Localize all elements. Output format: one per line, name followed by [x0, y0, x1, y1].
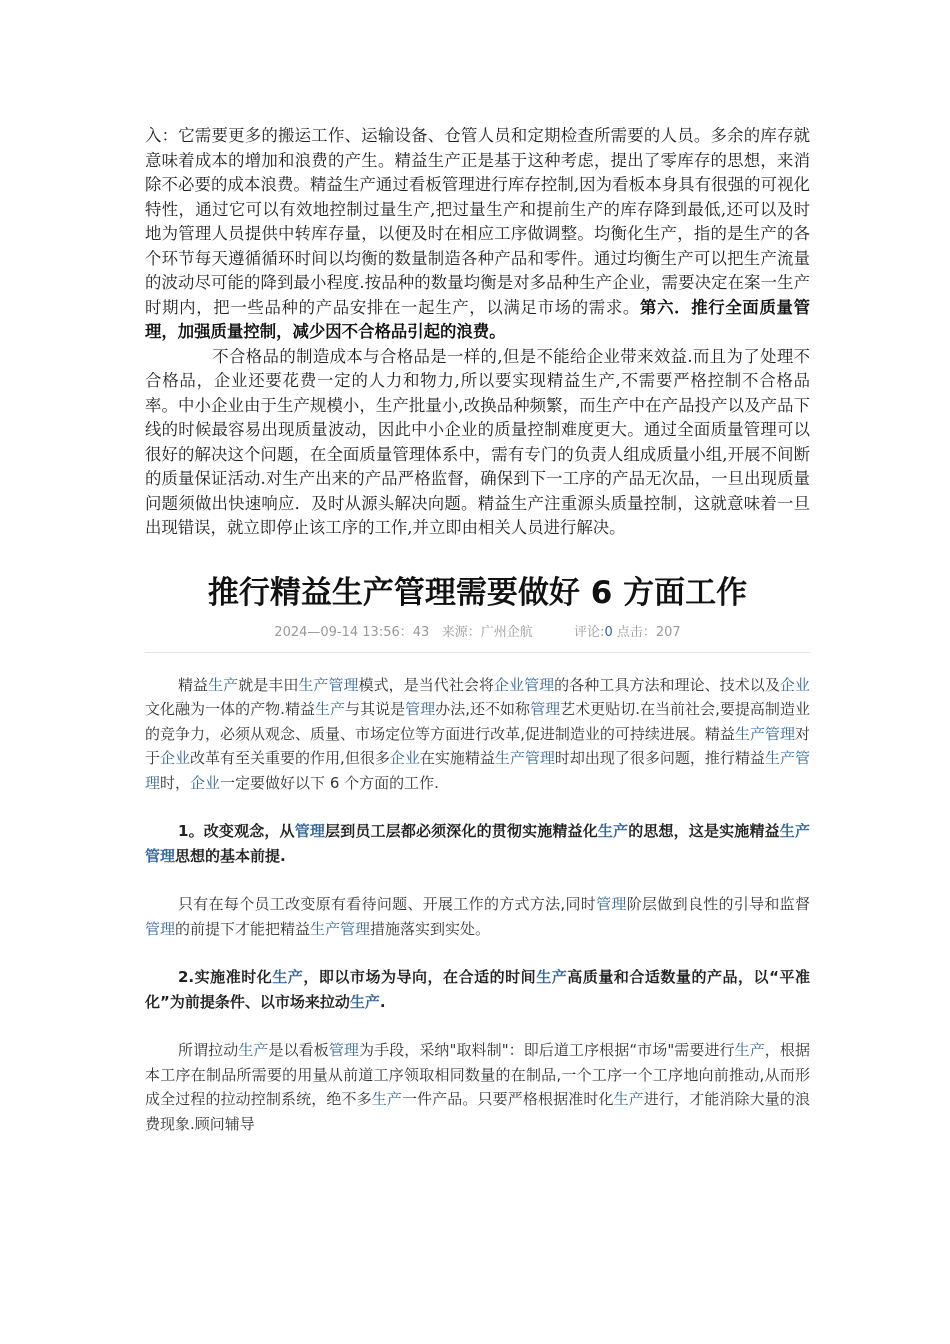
prior-section: [145, 124, 810, 541]
paragraph-text: 的前提下才能把精益: [175, 919, 311, 938]
keyword-link[interactable]: 生产管理: [494, 749, 555, 767]
paragraph-text: 思想的基本前提.: [175, 846, 286, 865]
section-six-heading: 第六．推行全面质量管理，加强质量控制，减少因不合格品引起的浪费。: [145, 297, 811, 341]
keyword-link[interactable]: 管理: [530, 700, 561, 718]
paragraph-text: 只有在每个员工改变原有看待问题、开展工作的方式方法,同时: [178, 895, 597, 913]
keyword-link[interactable]: 生产: [734, 1041, 765, 1059]
article-paragraph: [145, 673, 810, 796]
keyword-link[interactable]: 生产: [349, 992, 380, 1011]
keyword-link[interactable]: 生产管理: [310, 919, 371, 938]
keyword-link[interactable]: 管理: [294, 822, 326, 840]
paragraph-text: 时，: [160, 773, 191, 792]
paragraph-text: 高质量和合适数量的产品，以“平准化”为前提条件、以市场来拉动: [145, 968, 810, 1011]
quality-paragraph: 不合格品的制造成本与合格品是一样的,但是不能给企业带来效益.而且为了处理不合格品，企业还要花费一定的人力和物力,所以要实现精益生产,不需要严格控制不合格品率。中小企业由于生产规模小，生产批量小,改换品种频繁，而生产中在产品投产以及产品下线的时候最容易出现质量波动，因此中小企业的质量控制难度更大。通过全面质量管理可以很好的解决这个问题，在全面质量管理体系中，需有专门的负责人组成质量小组,开展不间断的质量保证活动.对生产出来的产品严格监督，确保到下一工序的产品无次品，一旦出现质量问题须做出快速响应．及时从源头解决向题。精益生产注重源头质量控制，这就意味着一旦出现错误，就立即停止该工序的工作,并立即由相关人员进行解决。: [145, 346, 810, 537]
keyword-link[interactable]: 管理: [405, 700, 436, 718]
paragraph-text: 模式，是当代社会将: [358, 675, 494, 694]
paragraph-text: 2.实施准时化: [178, 968, 273, 986]
point-one-heading: [145, 819, 810, 868]
title-divider: [145, 652, 810, 653]
meta-comment-label: 评论:: [574, 624, 605, 640]
paragraph-text: ，即以市场为导向，在合适的时间: [303, 968, 537, 986]
paragraph-text: 进行，才能消除大量的浪费现象.顾问辅导: [145, 1090, 810, 1133]
keyword-link[interactable]: 生产管理: [298, 675, 359, 694]
paragraph-text: 对于: [145, 724, 810, 767]
keyword-link[interactable]: 生产: [238, 1041, 269, 1059]
keyword-link[interactable]: 管理: [328, 1041, 359, 1059]
continued-paragraph: [145, 124, 810, 345]
document-page: [145, 124, 810, 1160]
keyword-link[interactable]: 企业: [190, 773, 221, 792]
keyword-link[interactable]: 生产: [208, 675, 239, 694]
paragraph-text: ，根据本工序在制品所需要的用量从前道工序领取相同数量的在制品,一个工序一个工序地向前推动,从而形成全过程的拉动控制系统，绝不多: [145, 1041, 810, 1108]
paragraph-text: .: [379, 992, 386, 1011]
article-body: [145, 673, 810, 1137]
paragraph-text: 艺术更贴切.在当前社会,要提高制造业的竞争力，必须从观念、质量、市场定位等方面进行改革,促进制造业的可持续进展。精益: [145, 700, 810, 743]
paragraph-text: 阶层做到良性的引导和监督: [626, 895, 810, 913]
keyword-link[interactable]: 生产: [272, 968, 304, 986]
article-title: 推行精益生产管理需要做好 6 方面工作: [207, 574, 748, 611]
paragraph-text: 层到员工层都必须深化的贯彻实施精益化: [325, 822, 598, 840]
keyword-link[interactable]: 生产管理: [145, 822, 810, 865]
paragraph-text: 1。改变观念，从: [178, 822, 295, 840]
paragraph-text: 与其说是: [345, 700, 406, 718]
paragraph-text: 办法,还不如称: [435, 700, 531, 718]
keyword-link[interactable]: 管理: [596, 895, 627, 913]
continued-text: 入：它需要更多的搬运工作、运输设备、仓管人员和定期检查所需要的人员。多余的库存就意味着成本的增加和浪费的产生。精益生产正是基于这种考虑，提出了零库存的思想，来消除不必要的成本浪费。精益生产通过看板管理进行库存控制,因为看板本身具有很强的可视化特性，通过它可以有效地控制过量生产,把过量生产和提前生产的库存降到最低,还可以及时地为管理人员提供中转库存量，以便及时在相应工序做调整。均衡化生产，指的是生产的各个环节每天遵循循环时间以均衡的数量制造各种产品和零件。通过均衡生产可以把生产流量的波动尽可能的降到最小程度.按品种的数量均衡是对多品种生产企业，需要决定在案一生产时期内，把一些品种的产品安排在一起生产，以满足市场的需求。: [145, 126, 810, 317]
paragraph-text: 一件产品。只要严格根据准时化: [401, 1090, 614, 1108]
meta-comment-count[interactable]: 0: [604, 624, 613, 640]
paragraph-text: 时却出现了很多问题，推行精益: [554, 749, 765, 767]
keyword-link[interactable]: 管理: [145, 919, 176, 938]
keyword-link[interactable]: 企业: [389, 749, 420, 767]
meta-date: 2024—09-14 13:56：43: [274, 624, 430, 640]
keyword-link[interactable]: 生产: [613, 1090, 644, 1108]
article-paragraph: [145, 1038, 810, 1136]
paragraph-text: 就是丰田: [238, 675, 299, 694]
meta-click-label: 点击：: [612, 624, 656, 640]
keyword-link[interactable]: 生产: [536, 968, 568, 986]
paragraph-text: 一定要做好以下 6 个方面的工作.: [220, 773, 439, 792]
paragraph-text: 所谓拉动: [178, 1041, 239, 1059]
keyword-link[interactable]: 生产: [315, 700, 346, 718]
paragraph-text: 文化融为一体的产物.精益: [145, 700, 315, 718]
article-meta: [145, 621, 810, 640]
keyword-link[interactable]: 生产: [371, 1090, 402, 1108]
paragraph-text: 在实施精益: [419, 749, 495, 767]
keyword-link[interactable]: 企业: [160, 749, 191, 767]
paragraph-text: 为手段，采纳"取料制"：即后道工序根据“市场"需要进行: [359, 1041, 735, 1059]
keyword-link[interactable]: 生产管理: [734, 724, 795, 743]
paragraph-text: 的各种工具方法和理论、技术以及: [554, 675, 780, 694]
keyword-link[interactable]: 生产: [597, 822, 629, 840]
paragraph-text: 精益: [178, 675, 209, 694]
keyword-link[interactable]: 企业: [779, 675, 810, 694]
meta-source: 来源：广州企航: [441, 624, 533, 640]
keyword-link[interactable]: 生产管理: [145, 749, 810, 792]
paragraph-text: 的思想，这是实施精益: [628, 822, 780, 840]
article-paragraph: [145, 892, 810, 941]
paragraph-text: 是以看板: [268, 1041, 329, 1059]
paragraph-text: 措施落实到实处。: [370, 919, 491, 938]
point-two-heading: [145, 965, 810, 1014]
meta-click-count: 207: [655, 624, 681, 640]
paragraph-text: 改革有至关重要的作用,但很多: [190, 749, 390, 767]
keyword-link[interactable]: 企业管理: [493, 675, 555, 694]
